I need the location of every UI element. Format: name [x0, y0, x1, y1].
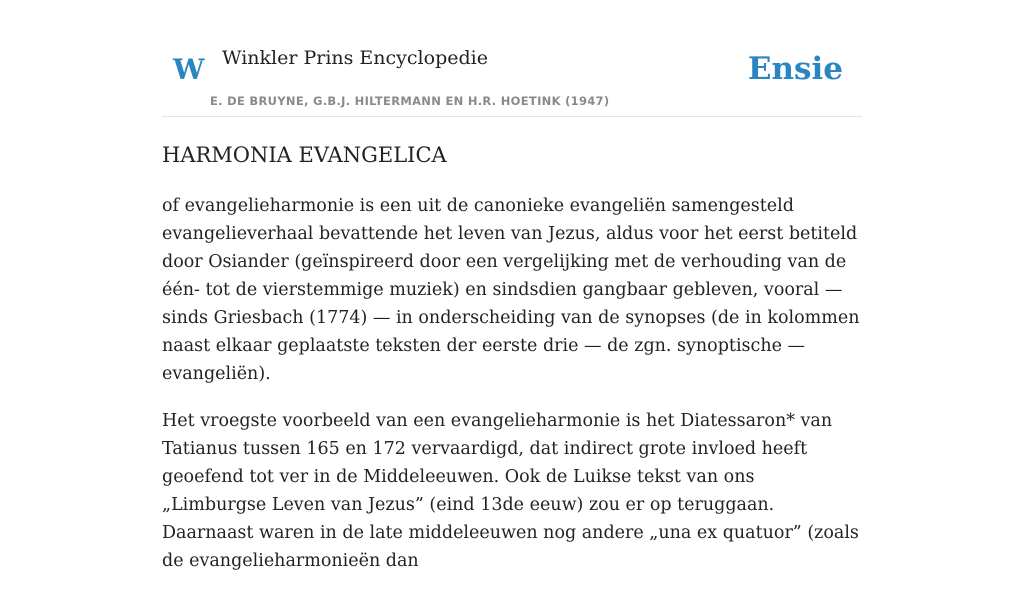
winkler-prins-logo-icon[interactable]: W — [173, 53, 205, 86]
article-title: HARMONIA EVANGELICA — [162, 143, 447, 167]
article-paragraph: of evangelieharmonie is een uit de canonieke evangeliën samengesteld evangelieverhaal bevattende het leven van Jezus, aldus voor het eerst betiteld door Osiander (geïnspireerd door een vergelijking met de verhouding van de één- tot de vierstemmige muziek) en sindsdien gangbaar gebleven, vooral — sinds Griesbach (1774) — in onderscheiding van de synopses (de in kolommen naast elkaar geplaatste teksten der eerste drie — de zgn. synoptische — evangeliën). — [162, 196, 860, 384]
ensie-brand-link[interactable]: Ensie — [747, 51, 843, 87]
source-authors: E. DE BRUYNE, G.B.J. HILTERMANN EN H.R. HOETINK (1947) — [210, 94, 610, 108]
article-paragraph: Het vroegste voorbeeld van een evangelieharmonie is het Diatessaron* van Tatianus tussen 165 en 172 vervaardigd, dat indirect grote invloed heeft geoefend tot ver in de Middeleeuwen. Ook de Luikse tekst van ons „Limburgse Leven van Jezus” (eind 13de eeuw) zou er op teruggaan. Daarnaast waren in de late middeleeuwen nog andere „una ex quatuor” (zoals de evangelieharmonieën dan — [162, 411, 859, 571]
source-header — [162, 0, 862, 117]
source-title[interactable]: Winkler Prins Encyclopedie — [222, 47, 488, 69]
article-body — [162, 192, 862, 594]
